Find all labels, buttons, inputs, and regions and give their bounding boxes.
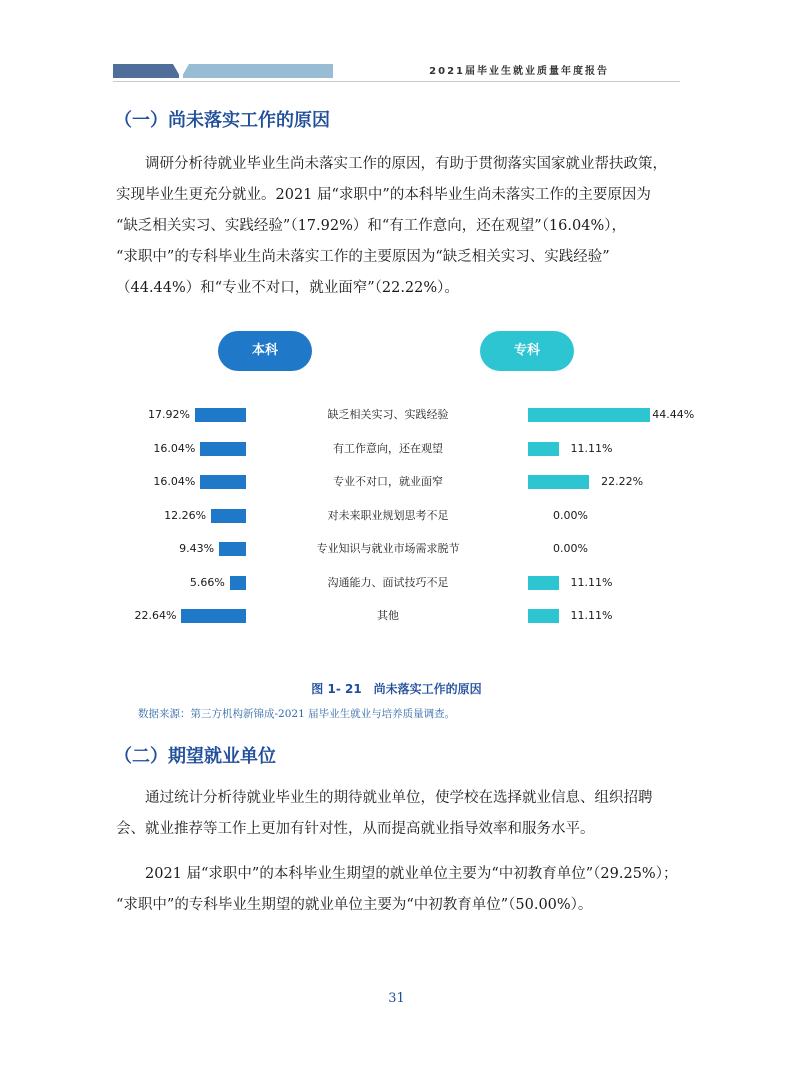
chart-row [0, 541, 793, 557]
bar-undergraduate [230, 576, 246, 590]
value-label-junior-college: 22.22% [601, 475, 644, 488]
value-label-undergraduate: 5.66% [189, 575, 225, 589]
value-label-undergraduate: 16.04% [153, 441, 196, 455]
value-label-undergraduate: 12.26% [164, 508, 207, 522]
value-label-junior-college: 11.11% [570, 575, 613, 589]
bar-junior-college [528, 609, 559, 623]
category-label: 沟通能力、面试技巧不足 [327, 575, 449, 589]
figure-caption: 图 1- 21 尚未落实工作的原因 [311, 682, 482, 696]
section2-p1-line-1: 通过统计分析待就业毕业生的期待就业单位，使学校在选择就业信息、组织招聘 [145, 790, 653, 806]
section1-line-5: （44.44%）和“专业不对口，就业面窄”（22.22%）。 [116, 280, 459, 296]
value-label-junior-college: 44.44% [652, 408, 695, 421]
bar-junior-college [528, 576, 559, 590]
section2-p2-line-2: “求职中”的专科毕业生期望的就业单位主要为“中初教育单位”（50.00%）。 [116, 897, 593, 913]
chart-row [0, 608, 793, 624]
value-label-undergraduate: 9.43% [179, 542, 215, 555]
value-label-undergraduate: 16.04% [153, 475, 196, 488]
left-bar-cell [100, 407, 246, 423]
left-bar-cell [100, 608, 246, 624]
value-label-junior-college: 0.00% [553, 508, 588, 522]
legend-undergraduate: 本科 [218, 331, 312, 371]
left-bar-cell [100, 541, 246, 557]
header-decor-bar-light [183, 64, 333, 78]
bar-undergraduate [200, 442, 246, 456]
section1-line-3: “缺乏相关实习、实践经验”（17.92%）和“有工作意向，还在观望”（16.04%）， [116, 218, 626, 234]
bar-undergraduate [181, 609, 246, 623]
bar-junior-college [528, 475, 589, 489]
category-label: 缺乏相关实习、实践经验 [327, 408, 449, 421]
section1-title: （一）尚未落实工作的原因 [114, 110, 330, 131]
section1-line-4: “求职中”的专科毕业生尚未落实工作的主要原因为“缺乏相关实习、实践经验” [116, 249, 610, 265]
value-label-undergraduate: 22.64% [134, 609, 177, 622]
header-report-title: 2021届毕业生就业质量年度报告 [429, 66, 609, 77]
section2-p2-line-1: 2021 届“求职中”的本科毕业生期望的就业单位主要为“中初教育单位”（29.25%）； [145, 866, 678, 882]
chart-row [0, 575, 793, 591]
bar-undergraduate [200, 475, 246, 489]
section2-title: （二）期望就业单位 [114, 746, 276, 767]
chart-row [0, 474, 793, 490]
chart-row [0, 508, 793, 524]
bar-junior-college [528, 408, 650, 422]
data-source-note: 数据来源：第三方机构新锦成-2021 届毕业生就业与培养质量调查。 [138, 708, 456, 720]
section1-line-1: 调研分析待就业毕业生尚未落实工作的原因，有助于贯彻落实国家就业帮扶政策， [145, 156, 667, 172]
category-label: 有工作意向，还在观望 [333, 441, 443, 455]
section2-p1-line-2: 会、就业推荐等工作上更加有针对性，从而提高就业指导效率和服务水平。 [116, 821, 595, 837]
bar-undergraduate [219, 542, 246, 556]
category-label: 专业不对口，就业面窄 [333, 475, 443, 488]
section2-paragraph-1 [116, 783, 682, 845]
bar-undergraduate [211, 509, 246, 523]
header-rule [113, 81, 680, 82]
category-label: 对未来职业规划思考不足 [327, 508, 449, 522]
category-label: 专业知识与就业市场需求脱节 [316, 542, 460, 555]
value-label-junior-college: 11.11% [570, 609, 613, 622]
left-bar-cell [100, 441, 246, 457]
bar-undergraduate [195, 408, 246, 422]
category-label: 其他 [377, 609, 399, 622]
section1-line-2: 实现毕业生更充分就业。2021 届“求职中”的本科毕业生尚未落实工作的主要原因为 [116, 187, 651, 203]
section2-paragraph-2 [116, 859, 682, 921]
bar-junior-college [528, 442, 559, 456]
value-label-junior-college: 11.11% [570, 441, 613, 455]
value-label-junior-college: 0.00% [553, 542, 588, 555]
chart-row [0, 407, 793, 423]
left-bar-cell [100, 575, 246, 591]
header-decor-bar-dark [113, 64, 179, 78]
chart-row [0, 441, 793, 457]
left-bar-cell [100, 474, 246, 490]
legend-junior-college: 专科 [480, 331, 574, 371]
section1-paragraph [116, 149, 682, 304]
page-number: 31 [388, 991, 405, 1006]
header-decor-wedge [173, 64, 189, 78]
left-bar-cell [100, 508, 246, 524]
value-label-undergraduate: 17.92% [147, 408, 190, 421]
